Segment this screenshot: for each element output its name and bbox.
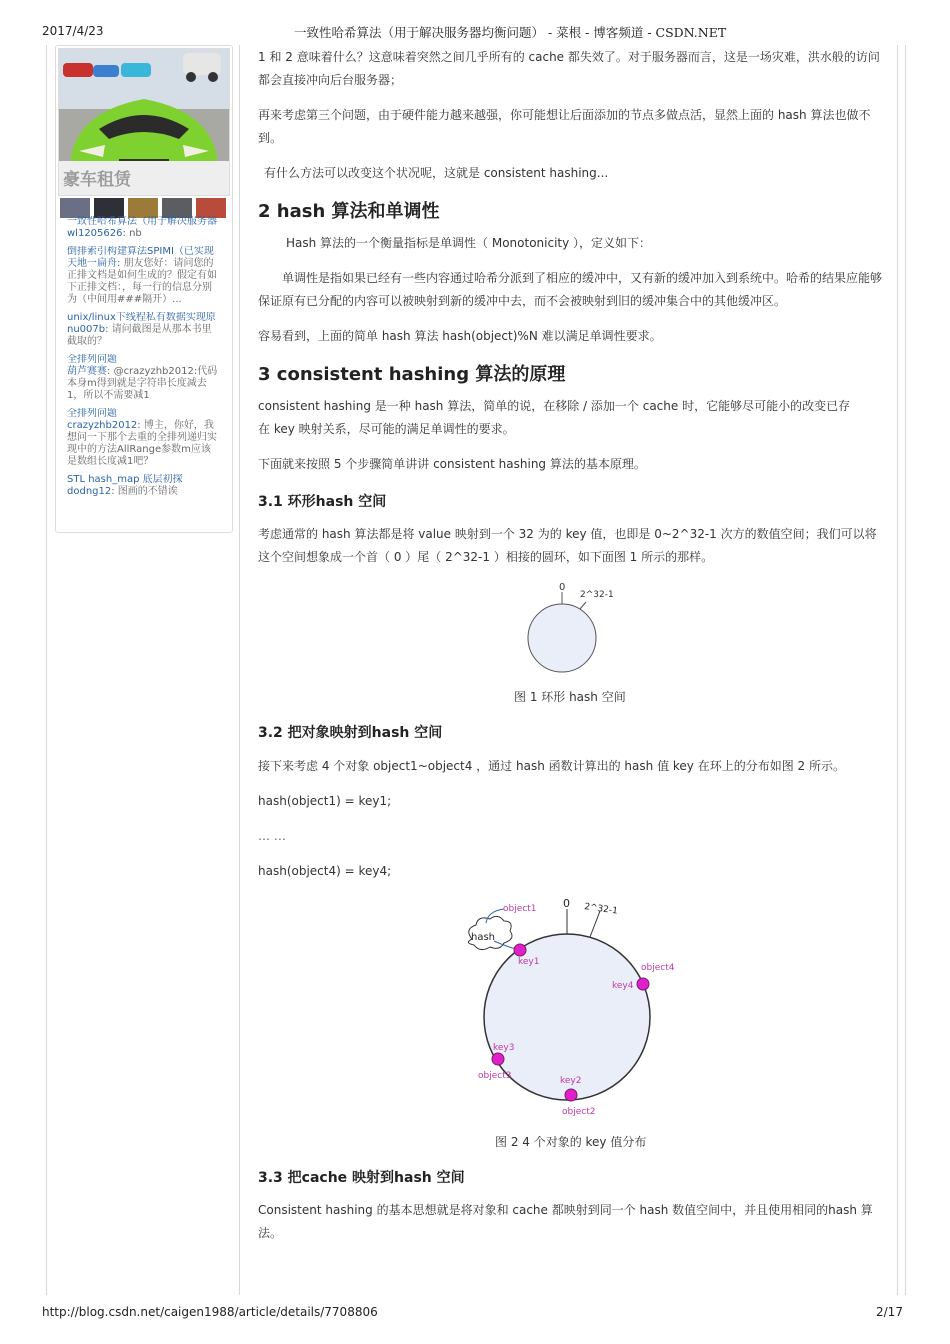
fig1-zero-label: 0 xyxy=(559,582,566,593)
heading-map-objects: 3.2 把对象映射到hash 空间 xyxy=(258,725,443,741)
comment-article-link[interactable]: unix/linux下线程私有数据实现原 xyxy=(67,312,216,323)
comment-item: 全排列问题 葫芦赛赛: @crazyzhb2012:代码本身m得到就是字符串长度减去1，所以不需要减1 xyxy=(67,354,218,401)
fig2-max-label: 2^32-1 xyxy=(583,902,619,917)
heading-hash-monotonicity: 2 hash 算法和单调性 xyxy=(258,201,440,222)
comment-article-link[interactable]: 一致性哈希算法（用于解决服务器 xyxy=(67,216,217,227)
figure-1-ring xyxy=(520,578,630,678)
code-hash-object4: hash(object4) = key4; xyxy=(258,864,392,878)
comment-item: STL hash_map 底层初探 dodng12: 图画的不错诶 xyxy=(67,474,219,498)
fig2-key3-label: key3 xyxy=(493,1043,515,1053)
comment-article-link[interactable]: 全排列问题 xyxy=(67,408,117,419)
figure-2-key-distribution xyxy=(460,893,690,1121)
comment-item: 一致性哈希算法（用于解决服务器 wl1205626: nb xyxy=(67,216,217,239)
hash-ring-circle xyxy=(528,604,596,672)
comment-user[interactable]: nu007b xyxy=(67,324,106,335)
figure-2-caption: 图 2 4 个对象的 key 值分布 xyxy=(495,1135,647,1149)
thumbnail-4[interactable] xyxy=(162,198,192,218)
comment-text: 朋友您好：请问您的正排文档是如何生成的？假定有如下正排文档：，每一行的信息分别为（中间用###隔开）... xyxy=(67,258,217,305)
recent-comments xyxy=(67,216,219,504)
comment-text: 博主，你好，我想问一下那个去重的全排列递归实现中的方法AllRange参数m应该是数组长度减1吧？ xyxy=(67,420,217,467)
paragraph-map-cache: Consistent hashing 的基本思想就是将对象和 cache 都映射到同一个 hash 数值空间中，并且使用相同的hash 算法。 xyxy=(258,1203,873,1240)
heading-map-cache: 3.3 把cache 映射到hash 空间 xyxy=(258,1170,465,1186)
comment-item: 倒排索引构建算法SPIMI（已实现 天地一扁舟: 朋友您好：请问您的正排文档是如何生成的？假定有如下正排文档：，每一行的信息分别为（中间用###隔开）... xyxy=(67,246,217,305)
column-divider xyxy=(239,45,240,1295)
fig2-key2-label: key2 xyxy=(560,1076,582,1086)
fig2-key4-label: key4 xyxy=(612,981,634,991)
comment-user[interactable]: 葫芦赛赛 xyxy=(67,366,107,377)
print-date: 2017/4/23 xyxy=(42,24,104,38)
print-page-title: 一致性哈希算法（用于解决服务器均衡问题） - 菜根 - 博客频道 - CSDN.NET xyxy=(294,25,727,40)
comment-text: 图画的不错诶 xyxy=(117,486,178,497)
comment-user[interactable]: 天地一扁舟 xyxy=(67,258,117,269)
comment-article-link[interactable]: STL hash_map 底层初探 xyxy=(67,474,183,485)
code-hash-object1: hash(object1) = key1; xyxy=(258,794,392,808)
fig2-zero-label: 0 xyxy=(563,897,570,910)
car-rental-ad[interactable] xyxy=(58,48,230,196)
paragraph-consistent-def: consistent hashing 是一种 hash 算法，简单的说，在移除 / 添加一个 cache 时，它能够尽可能小的改变已存在 key 映射关系，尽可能的满足单调性的要求。 xyxy=(258,399,851,436)
thumbnail-2[interactable] xyxy=(94,198,124,218)
code-ellipsis: … … xyxy=(258,829,286,843)
comment-text: nb xyxy=(129,228,142,239)
thumbnail-3[interactable] xyxy=(128,198,158,218)
fig2-key1-label: key1 xyxy=(518,957,540,967)
paragraph-consistent-intro: 有什么方法可以改变这个状况呢，这就是 consistent hashing... xyxy=(264,166,609,180)
ad-label: 豪车租赁 xyxy=(63,170,131,190)
comment-text: @crazyzhb2012:代码本身m得到就是字符串长度减去1，所以不需要减1 xyxy=(67,366,218,401)
paragraph-monotonicity: 单调性是指如果已经有一些内容通过哈希分派到了相应的缓冲中，又有新的缓冲加入到系统中。哈希的结果应能够保证原有已分配的内容可以被映射到新的缓冲中去，而不会被映射到旧的缓冲集合中的其他缓冲区。 xyxy=(258,271,883,308)
print-url: http://blog.csdn.net/caigen1988/article/details/7708806 xyxy=(42,1305,378,1319)
paragraph-five-steps: 下面就来按照 5 个步骤简单讲讲 consistent hashing 算法的基本原理。 xyxy=(258,457,646,471)
fig1-max-label: 2^32-1 xyxy=(580,590,614,600)
left-border xyxy=(46,45,47,1295)
fig2-object3-label: object3 xyxy=(478,1071,512,1081)
key4-dot xyxy=(637,978,649,990)
paragraph-third-problem: 再来考虑第三个问题，由于硬件能力越来越强，你可能想让后面添加的节点多做点活，显然上面的 hash 算法也做不到。 xyxy=(258,108,871,145)
fig2-hash-label: hash xyxy=(471,932,496,943)
figure-1-caption: 图 1 环形 hash 空间 xyxy=(514,690,626,704)
comment-text: 请问截图是从那本书里截取的？ xyxy=(67,324,212,347)
comment-user[interactable]: wl1205626 xyxy=(67,228,123,239)
comment-article-link[interactable]: 全排列问题 xyxy=(67,354,117,365)
fig2-object1-label: object1 xyxy=(503,904,537,914)
paragraph-monotonicity-def: Hash 算法的一个衡量指标是单调性（ Monotonicity ），定义如下： xyxy=(286,236,652,250)
thumbnail-1[interactable] xyxy=(60,198,90,218)
comment-user[interactable]: crazyzhb2012 xyxy=(67,420,138,431)
key3-dot xyxy=(492,1053,504,1065)
fig2-object2-label: object2 xyxy=(562,1107,596,1117)
heading-ring-space: 3.1 环形hash 空间 xyxy=(258,494,387,510)
right-border xyxy=(905,45,906,1295)
paragraph-ring-space: 考虑通常的 hash 算法都是将 value 映射到一个 32 为的 key 值，也即是 0~2^32-1 次方的数值空间；我们可以将这个空间想象成一个首（ 0 ）尾（ 2^32-1 ）相接的圆环，如下面图 1 所示的那样。 xyxy=(258,527,877,564)
key2-dot xyxy=(565,1089,577,1101)
comment-item: unix/linux下线程私有数据实现原 nu007b: 请问截图是从那本书里截取的？ xyxy=(67,312,219,348)
comment-item: 全排列问题 crazyzhb2012: 博主，你好，我想问一下那个去重的全排列递归实现中的方法AllRange参数m应该是数组长度减1吧？ xyxy=(67,408,217,467)
fig2-object4-label: object4 xyxy=(641,963,675,973)
comment-user[interactable]: dodng12 xyxy=(67,486,112,497)
comment-article-link[interactable]: 倒排索引构建算法SPIMI（已实现 xyxy=(67,246,214,257)
paragraph-simple-hash: 容易看到，上面的简单 hash 算法 hash(object)%N 难以满足单调性要求。 xyxy=(258,329,662,343)
paragraph-cache-failure: 1 和 2 意味着什么？这意味着突然之间几乎所有的 cache 都失效了。对于服务器而言，这是一场灾难，洪水般的访问都会直接冲向后台服务器； xyxy=(258,50,880,87)
heading-consistent-principle: 3 consistent hashing 算法的原理 xyxy=(258,364,566,385)
key1-dot xyxy=(514,944,526,956)
print-page-number: 2/17 xyxy=(876,1305,903,1319)
right-border-inner xyxy=(897,45,898,1295)
paragraph-map-objects: 接下来考虑 4 个对象 object1~object4 ，通过 hash 函数计算出的 hash 值 key 在环上的分布如图 2 所示。 xyxy=(258,759,845,773)
thumbnail-5[interactable] xyxy=(196,198,226,218)
